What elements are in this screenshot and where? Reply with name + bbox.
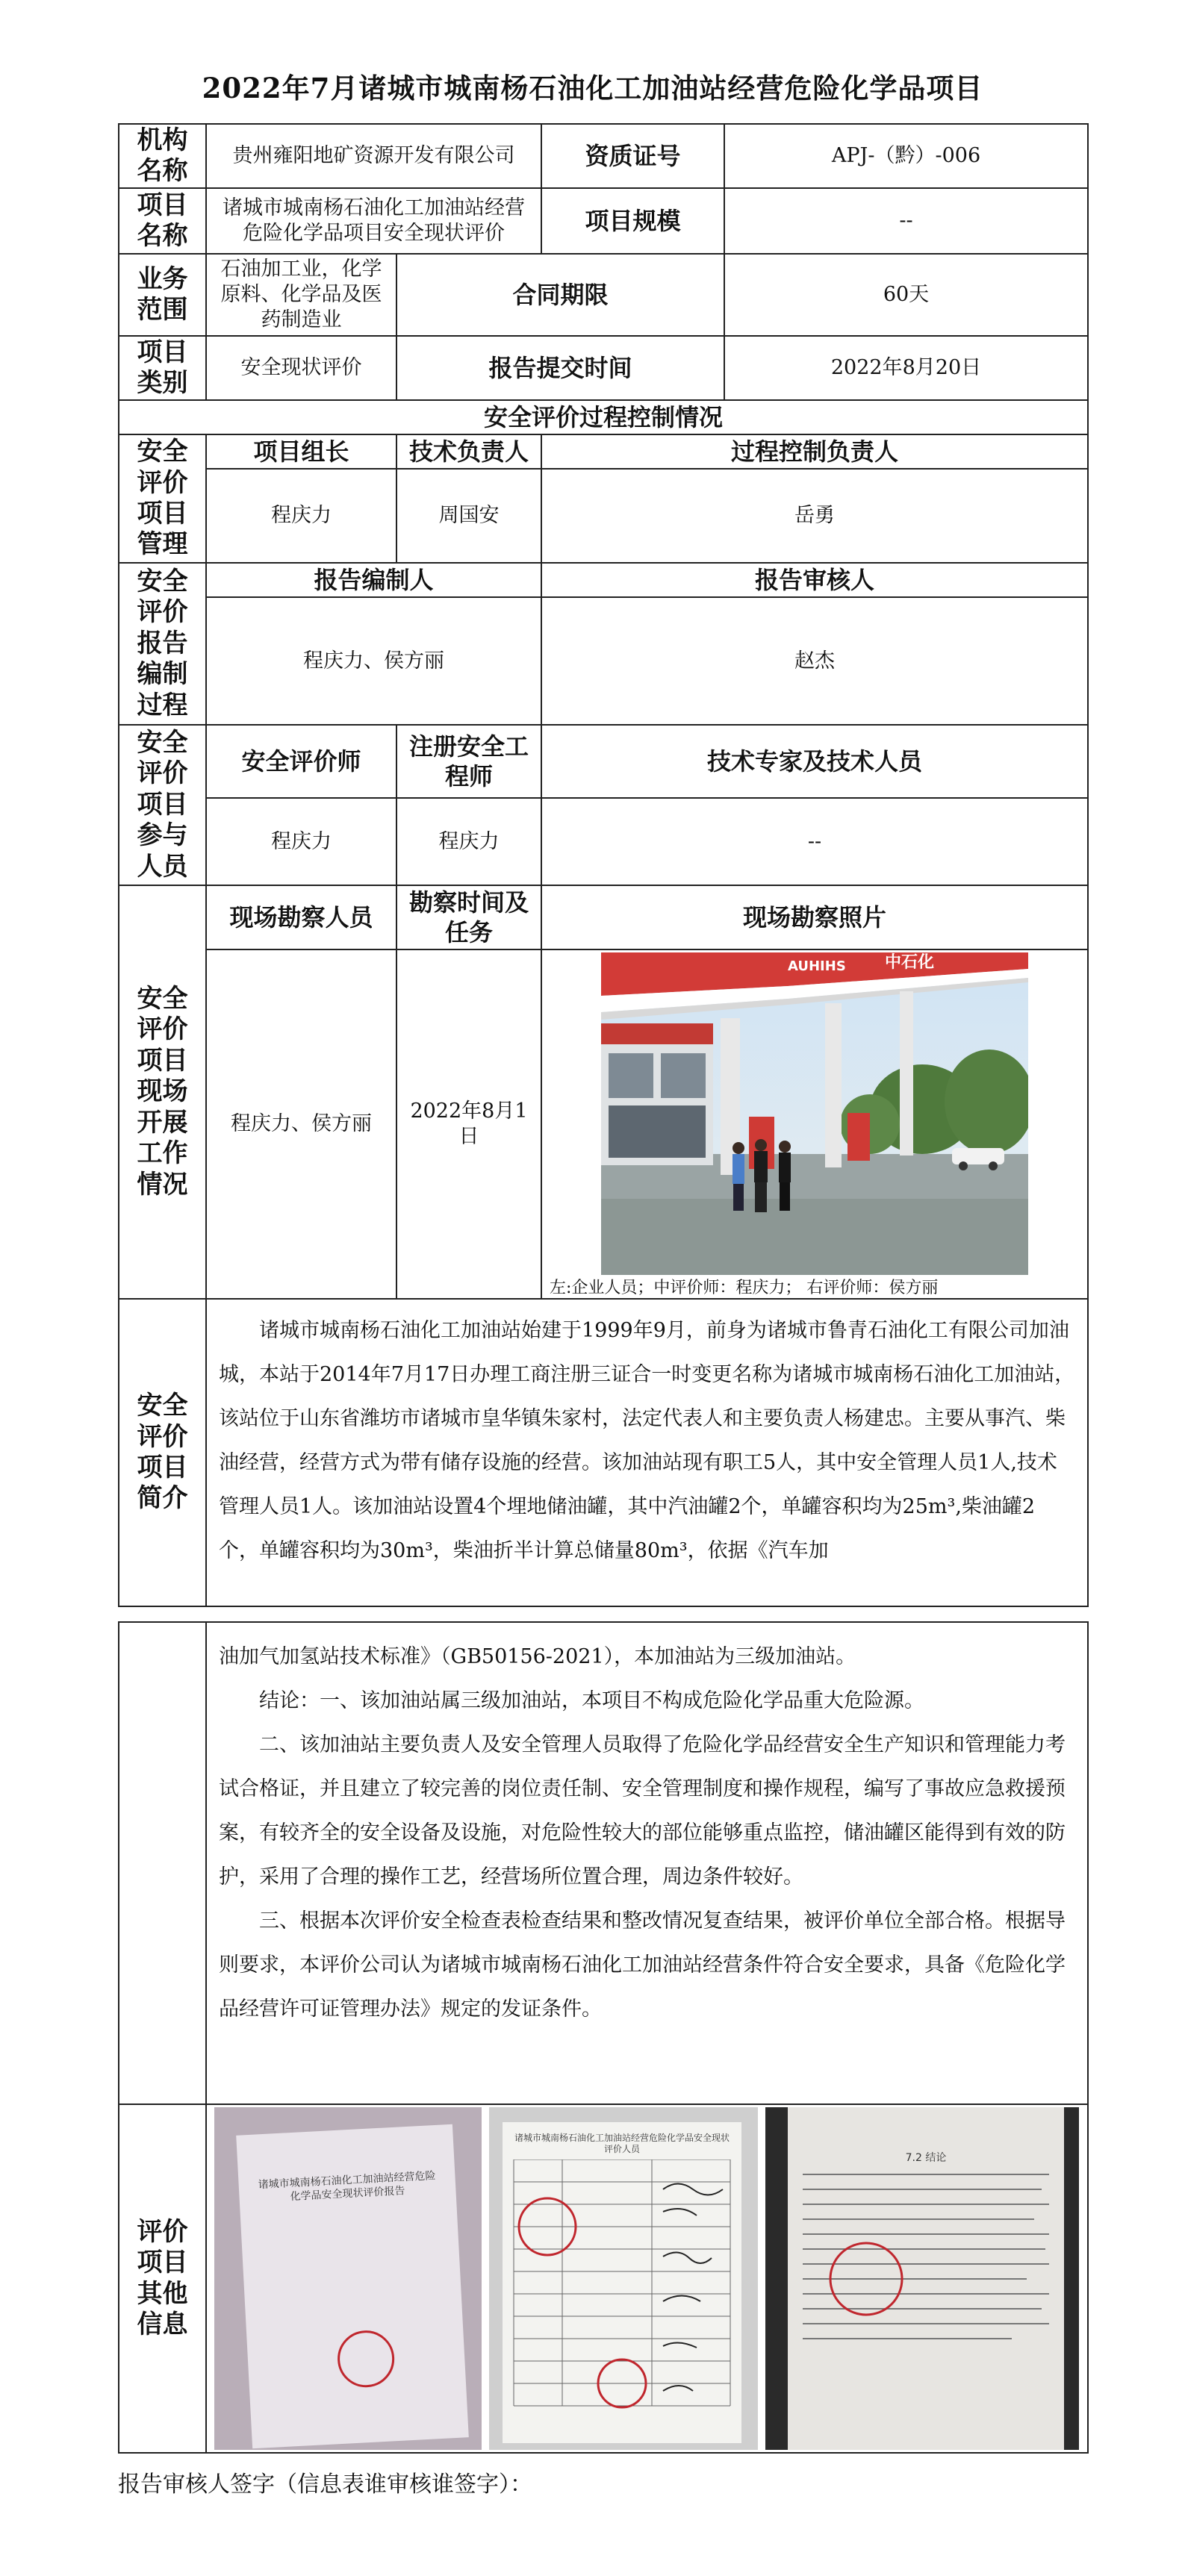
process-control-value: 岳勇 [541,469,1088,563]
site-photo-cell [541,949,1088,1299]
type-label: 项目类别 [119,336,206,400]
report-author-value: 程庆力、侯方丽 [206,597,541,725]
canopy-sign-en: AUHIHS [788,958,846,974]
project-name-value: 诸城市城南杨石油化工加油站经营危险化学品项目安全现状评价 [206,188,541,254]
info-table-continued [118,1621,1089,2454]
document-photos [214,2107,1080,2450]
cert-label: 资质证号 [541,124,724,188]
safety-engineer-value: 程庆力 [396,798,541,885]
tech-lead-header: 技术负责人 [396,434,541,469]
intro-text-cell [206,1299,1088,1606]
conclusion-paragraph-3: 三、根据本次评价安全检查表检查结果和整改情况复查结果，被评价单位全部合格。根据导则要求，本评价公司认为诸城市城南杨石油化工加油站经营条件符合安全要求，具备《危险化学品经营许可证管理办法》规定的发证条件。 [219,1909,1066,2021]
evaluator-value: 程庆力 [206,798,396,885]
org-label: 机构名称 [119,124,206,188]
leader-value: 程庆力 [206,469,396,563]
report-author-header: 报告编制人 [206,563,541,597]
personnel-table-title: 诸城市城南杨石油化工加油站经营危险化学品安全现状评价人员 [514,2133,730,2154]
safety-engineer-header: 注册安全工程师 [396,725,541,798]
tech-lead-value: 周国安 [396,469,541,563]
conclusion-page-photo [765,2107,1079,2450]
intro-continued-paragraph-1: 油加气加氢站技术标准》（GB50156-2021），本加油站为三级加油站。 [219,1645,856,1668]
document-photos-cell [206,2104,1088,2453]
personnel-signature-photo [489,2107,758,2450]
page-title: 2022年7月诸城市城南杨石油化工加油站经营危险化学品项目 [202,72,983,105]
report-process-label: 安全评价报告编制过程 [119,563,206,725]
evaluator-header: 安全评价师 [206,725,396,798]
project-name-label: 项目名称 [119,188,206,254]
conclusion-page-heading: 7.2 结论 [905,2152,947,2164]
site-time-header: 勘察时间及任务 [396,885,541,949]
business-label: 业务范围 [119,254,206,336]
report-cover-photo [214,2107,482,2450]
report-cover-title: 诸城市城南杨石油化工加油站经营危险化学品安全现状评价报告 [258,2169,436,2203]
reviewer-signature-line: 报告审核人签字（信息表谁审核谁签字）： [118,2471,532,2498]
period-value: 60天 [724,254,1088,336]
period-label: 合同期限 [396,254,724,336]
submit-value: 2022年8月20日 [724,336,1088,400]
site-time-value: 2022年8月1日 [396,949,541,1299]
submit-label: 报告提交时间 [396,336,724,400]
site-staff-header: 现场勘察人员 [206,885,396,949]
personnel-table-lines [503,2159,741,2443]
report-reviewer-header: 报告审核人 [541,563,1088,597]
type-value: 安全现状评价 [206,336,396,400]
site-photo-header: 现场勘察照片 [541,885,1088,949]
site-staff-value: 程庆力、侯方丽 [206,949,396,1299]
management-label: 安全评价项目管理 [119,434,206,563]
intro-continued-cell [206,1622,1088,2104]
conclusion-paragraph-2: 二、该加油站主要负责人及安全管理人员取得了危险化学品经营安全生产知识和管理能力考试合格证，并且建立了较完善的岗位责任制、安全管理制度和操作规程，编写了事故应急救援预案，有较齐全的安全设备及设施，对危险性较大的部位能够重点监控，储油罐区能得到有效的防护，采用了合理的操作工艺，经营场所位置合理，周边条件较好。 [219,1733,1066,1889]
conclusion-page-lines [788,2167,1064,2450]
report-reviewer-value: 赵杰 [541,597,1088,725]
conclusion-paragraph-1: 结论：一、该加油站属三级加油站，本项目不构成危险化学品重大危险源。 [259,1689,924,1712]
experts-value: -- [541,798,1088,885]
gas-station-illustration [601,952,1028,1275]
site-work-label: 安全评价项目现场开展工作情况 [119,885,206,1299]
staff-label: 安全评价项目参与人员 [119,725,206,885]
leader-header: 项目组长 [206,434,396,469]
canopy-sign: 中石化 [885,952,935,972]
business-value: 石油加工业，化学原料、化学品及医药制造业 [206,254,396,336]
experts-header: 技术专家及技术人员 [541,725,1088,798]
org-value: 贵州雍阳地矿资源开发有限公司 [206,124,541,188]
intro-continued-label-cell [119,1622,206,2104]
photo-caption: 左:企业人员；中评价师：程庆力； 右评价师：侯方丽 [550,1278,939,1297]
process-control-header: 过程控制负责人 [541,434,1088,469]
other-info-label: 评价项目其他信息 [119,2104,206,2453]
info-table [118,123,1089,1607]
scale-value: -- [724,188,1088,254]
cert-value: APJ-（黔）-006 [724,124,1088,188]
intro-paragraph: 诸城市城南杨石油化工加油站始建于1999年9月，前身为诸城市鲁青石油化工有限公司加油城，本站于2014年7月17日办理工商注册三证合一时变更名称为诸城市城南杨石油化工加油站，该站位于山东省潍坊市诸城市皇华镇朱家村，法定代表人和主要负责人杨建忠。主要从事汽、柴油经营，经营方式为带有储存设施的经营。该加油站现有职工5人，其中安全管理人员1人,技术管理人员1人。该加油站设置4个埋地储油罐，其中汽油罐2个，单罐容积均为25m³,柴油罐2个，单罐容积均为30m³，柴油折半计算总储量80m³，依据《汽车加 [219,1319,1075,1562]
gas-station-photo [601,952,1028,1275]
scale-label: 项目规模 [541,188,724,254]
process-section-title: 安全评价过程控制情况 [119,400,1088,434]
intro-label: 安全评价项目简介 [119,1299,206,1606]
